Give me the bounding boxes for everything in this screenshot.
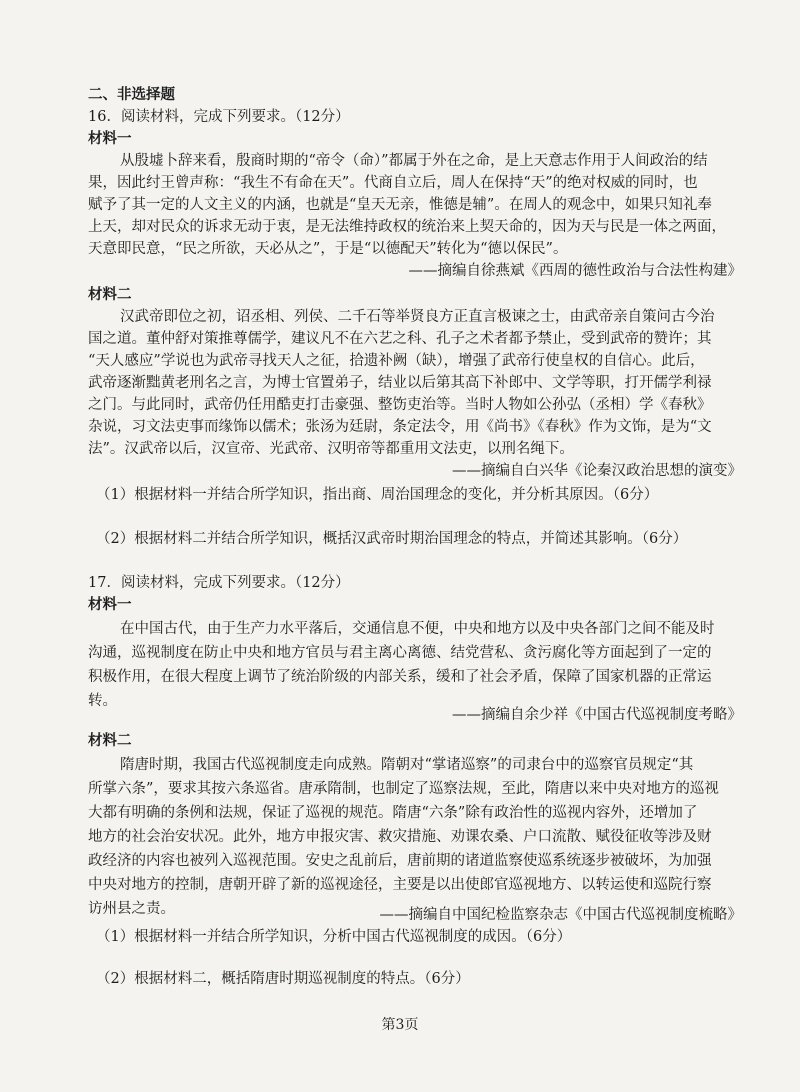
- q16-m1-line: 上天，却对民众的诉求无动于衷，是无法维持政权的统治来上契天命的，因为天与民是一体之两面，: [88, 219, 726, 235]
- q16-material-1-label: 材料一: [88, 130, 132, 147]
- section-title: 二、非选择题: [88, 86, 175, 103]
- q16-m1-line: 果，因此纣王曾声称：“我生不有命在天”。代商自立后，周人在保持“天”的绝对权威的同时，也: [88, 175, 698, 191]
- q17-m2-line: 大都有明确的条例和法规，保证了巡视的规范。隋唐“六条”除有政治性的巡视内容外，还增加了: [88, 805, 698, 821]
- q17-m1-line: 积极作用，在很大程度上调节了统治阶级的内部关系，缓和了社会矛盾，保障了国家机器的正常运: [88, 669, 712, 685]
- q17-m2-line: 访州县之责。: [88, 901, 175, 917]
- q16-m2-line: 国之道。董仲舒对策推尊儒学，建议凡不在六艺之科、孔子之术者都予禁止，受到武帝的赞许；其: [88, 331, 712, 347]
- q16-sub-question-2: （2）根据材料二并结合所学知识，概括汉武帝时期治国理念的特点，并简述其影响。（6分）: [96, 531, 688, 547]
- q16-m2-line: 汉武帝即位之初，诏丞相、列侯、二千石等举贤良方正直言极谏之士，由武帝亲自策问古今治: [120, 309, 715, 325]
- q16-m2-line: 之门。与此同时，武帝仍任用酷吏打击豪强、整饬吏治等。当时人物如公孙弘（丞相）学《春秋》: [88, 397, 712, 413]
- q17-stem: 17．阅读材料，完成下列要求。（12分）: [88, 575, 350, 591]
- q17-material-2-label: 材料二: [88, 732, 132, 749]
- q16-m2-line: “天人感应”学说也为武帝寻找天人之征，拾遗补阙（缺），增强了武帝行使皇权的自信心。此后，: [88, 353, 705, 369]
- q17-material-1-label: 材料一: [88, 596, 132, 613]
- q17-m2-line: 隋唐时期，我国古代巡视制度走向成熟。隋朝对“掌诸巡察”的司隶台中的巡察官员规定“其: [120, 757, 694, 773]
- q16-m1-line: 从殷墟卜辞来看，殷商时期的“帝令（命）”都属于外在之命，是上天意志作用于人间政治的结: [120, 153, 708, 169]
- q17-m1-line: 转。: [88, 693, 117, 709]
- q17-m2-line: 政经济的内容也被列入巡视范围。安史之乱前后，唐前期的诸道监察使巡系统逐步被破坏，为加强: [88, 853, 712, 869]
- q16-sub-question-1: （1）根据材料一并结合所学知识，指出商、周治国理念的变化，并分析其原因。（6分）: [96, 487, 659, 503]
- q16-m2-line: 法”。汉武帝以后，汉宣帝、光武帝、汉明帝等都重用文法吏，以刑名绳下。: [88, 441, 574, 457]
- q17-m1-source: ——摘编自余少祥《中国古代巡视制度考略》: [452, 707, 742, 723]
- q17-sub-question-2: （2）根据材料二，概括隋唐时期巡视制度的特点。（6分）: [96, 971, 470, 987]
- q17-m2-line: 中央对地方的控制，唐朝开辟了新的巡视途径，主要是以出使郎官巡视地方、以转运使和巡院行察: [88, 877, 712, 893]
- q16-m1-line: 赋予了其一定的人文主义的内涵，也就是“皇天无亲，惟德是辅”。在周人的观念中，如果只知礼奉: [88, 197, 712, 213]
- q16-material-2-label: 材料二: [88, 286, 132, 303]
- page-number: 第3页: [381, 1017, 419, 1033]
- q16-m2-line: 杂说，习文法吏事而缘饰以儒术；张汤为廷尉，条定法令，用《尚书》《春秋》作为文饰，是为“文: [88, 419, 712, 435]
- q17-m1-line: 在中国古代，由于生产力水平落后，交通信息不便，中央和地方以及中央各部门之间不能及时: [120, 621, 715, 637]
- q17-m2-line: 所掌六条”，要求其按六条巡省。唐承隋制，也制定了巡察法规，至此，隋唐以来中央对地方的巡视: [88, 781, 719, 797]
- q16-m2-line: 武帝逐渐黜黄老刑名之言，为博士官置弟子，结业以后第其高下补郎中、文学等职，打开儒学利禄: [88, 375, 712, 391]
- q17-sub-question-1: （1）根据材料一并结合所学知识，分析中国古代巡视制度的成因。（6分）: [96, 929, 572, 945]
- q17-m2-line: 地方的社会治安状况。此外，地方申报灾害、救灾措施、劝课农桑、户口流散、赋役征收等涉及财: [88, 829, 712, 845]
- q16-stem: 16．阅读材料，完成下列要求。（12分）: [88, 109, 350, 125]
- q16-m1-source: ——摘编自徐燕斌《西周的德性政治与合法性构建》: [408, 263, 742, 279]
- q16-m2-source: ——摘编自白兴华《论秦汉政治思想的演变》: [452, 463, 742, 479]
- q16-m1-line: 天意即民意，“民之所欲，天必从之”，于是“以德配天”转化为“德以保民”。: [88, 241, 568, 257]
- q17-m1-line: 沟通，巡视制度在防止中央和地方官员与君主离心离德、结党营私、贪污腐化等方面起到了一定的: [88, 645, 712, 661]
- q17-m2-source: ——摘编自中国纪检监察杂志《中国古代巡视制度梳略》: [379, 907, 742, 923]
